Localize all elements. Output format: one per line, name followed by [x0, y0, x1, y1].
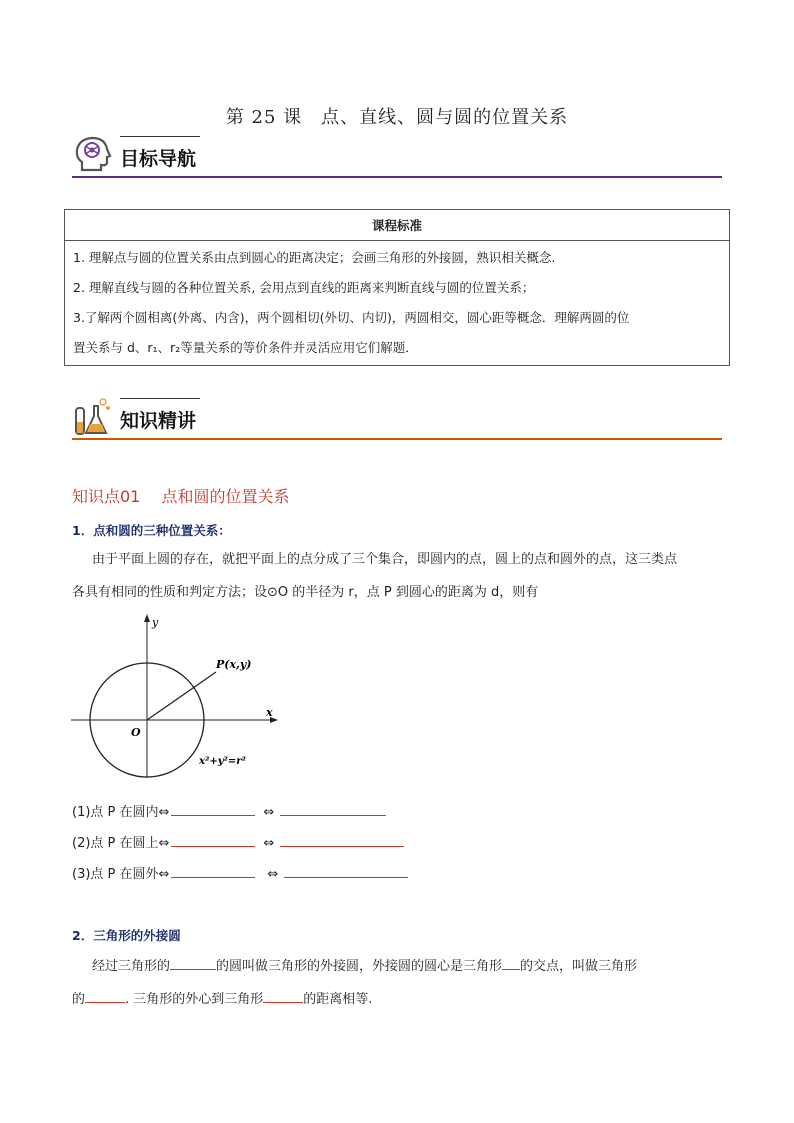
- condition-row: (2)点 P 在圆上⇔ ⇔: [72, 832, 404, 851]
- paragraph-line: 由于平面上圆的存在，就把平面上的点分成了三个集合，即圆内的点，圆上的点和圆外的点，这三类点: [92, 552, 678, 567]
- subheading: 1．点和圆的三种位置关系：: [72, 523, 231, 538]
- answer-blank[interactable]: [170, 956, 216, 970]
- answer-blank[interactable]: [280, 801, 386, 816]
- answer-blank[interactable]: [502, 956, 520, 970]
- knowledge-point-title: 知识点01 点和圆的位置关系: [72, 487, 290, 506]
- y-axis-label: y: [152, 616, 159, 629]
- curriculum-standards-table: [64, 209, 730, 366]
- answer-blank[interactable]: [171, 801, 255, 816]
- paragraph: [72, 543, 728, 576]
- brain-head-icon: [72, 134, 114, 176]
- radius-line: [147, 672, 216, 720]
- paragraph: 的 . 三角形的外心到三角形 的距离相等.: [72, 983, 728, 1016]
- standard-item: 3.了解两个圆相离(外离、内含)，两个圆相切(外切、内切)，两圆相交，圆心距等概念．理解两圆的位: [73, 310, 630, 325]
- x-axis-label: x: [266, 706, 273, 719]
- page-title: 第 25 课 点、直线、圆与圆的位置关系: [225, 107, 569, 128]
- table-header: 课程标准: [65, 210, 730, 241]
- paragraph-line: 各具有相同的性质和判定方法；设⊙O 的半径为 r，点 P 到圆心的距离为 d，则有: [72, 585, 539, 600]
- section-title: 知识精讲: [120, 410, 197, 432]
- point-label: P(x,y): [216, 658, 252, 671]
- answer-blank[interactable]: [171, 863, 255, 878]
- section-title: 目标导航: [120, 148, 197, 170]
- circle-coordinate-figure: [66, 610, 286, 785]
- subheading: 2．三角形的外接圆: [72, 928, 181, 943]
- answer-blank[interactable]: [280, 832, 404, 847]
- answer-blank[interactable]: [171, 832, 255, 847]
- answer-blank[interactable]: [85, 989, 125, 1003]
- condition-row: (1)点 P 在圆内⇔ ⇔: [72, 801, 386, 820]
- paragraph: [72, 576, 728, 609]
- origin-label: O: [131, 726, 141, 739]
- table-body: [65, 241, 730, 366]
- paragraph: 经过三角形的 的圆叫做三角形的外接圆，外接圆的圆心是三角形 的交点，叫做三角形: [72, 950, 728, 983]
- condition-row: (3)点 P 在圆外⇔ ⇔: [72, 863, 408, 882]
- section-header-knowledge: [72, 396, 722, 440]
- answer-blank[interactable]: [263, 989, 303, 1003]
- standard-item: 2. 理解直线与圆的各种位置关系, 会用点到直线的距离来判断直线与圆的位置关系；: [73, 280, 535, 295]
- section-header-goals: [72, 134, 722, 178]
- answer-blank[interactable]: [284, 863, 408, 878]
- standard-item: 1. 理解点与圆的位置关系由点到圆心的距离决定；会画三角形的外接圆，熟识相关概念.: [73, 250, 556, 265]
- equation-label: x²+y²=r²: [199, 756, 246, 767]
- standard-item: 置关系与 d、r₁、r₂等量关系的等价条件并灵活应用它们解题．: [73, 340, 418, 355]
- lab-flask-icon: [72, 396, 114, 438]
